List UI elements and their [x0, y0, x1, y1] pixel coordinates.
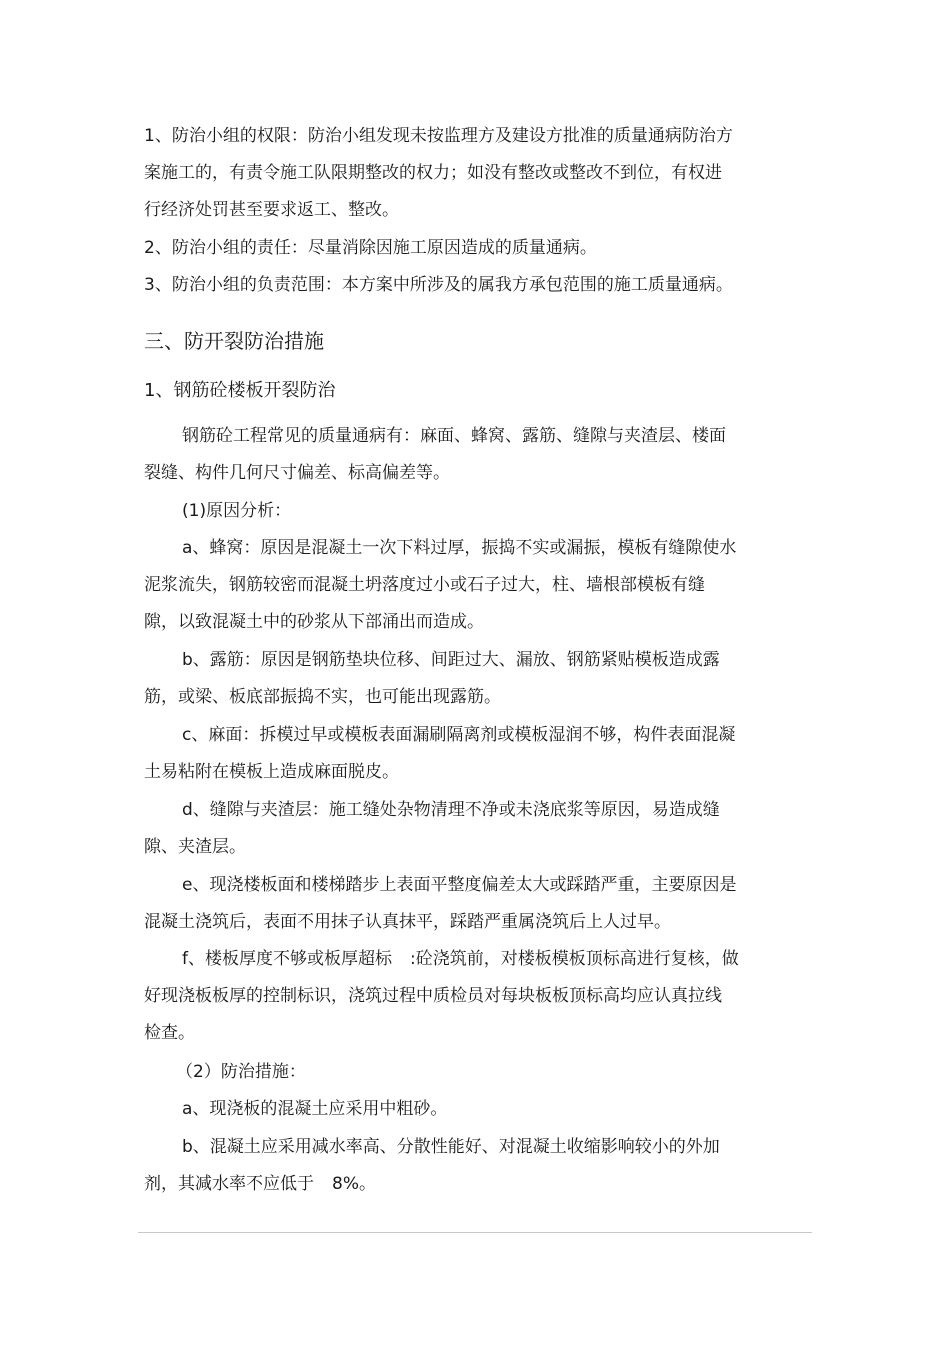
paragraph-line: b、混凝土应采用减水率高、分散性能好、对混凝土收缩影响较小的外加 — [182, 1137, 720, 1157]
paragraph-line: 1、防治小组的权限：防治小组发现未按监理方及建设方批准的质量通病防治方 — [144, 126, 733, 146]
paragraph-line: 2、防治小组的责任：尽量消除因施工原因造成的质量通病。 — [144, 238, 597, 258]
paragraph-line: 隙、夹渣层。 — [144, 837, 246, 857]
paragraph-line: d、缝隙与夹渣层：施工缝处杂物清理不净或未浇底浆等原因，易造成缝 — [182, 800, 720, 820]
paragraph-line: c、麻面：拆模过早或模板表面漏刷隔离剂或模板湿润不够，构件表面混凝 — [182, 725, 736, 745]
paragraph-line: 3、防治小组的负责范围：本方案中所涉及的属我方承包范围的施工质量通病。 — [144, 275, 733, 295]
paragraph-line: 隙，以致混凝土中的砂浆从下部涌出而造成。 — [144, 612, 484, 632]
paragraph-line: b、露筋：原因是钢筋垫块位移、间距过大、漏放、钢筋紧贴模板造成露 — [182, 650, 720, 670]
paragraph-line: 案施工的，有责令施工队限期整改的权力；如没有整改或整改不到位，有权进 — [144, 163, 722, 183]
paragraph-line: a、现浇板的混凝土应采用中粗砂。 — [182, 1099, 448, 1119]
paragraph-line — [182, 947, 739, 971]
paragraph-line: a、蜂窝：原因是混凝土一次下料过厚，振捣不实或漏振，模板有缝隙使水 — [182, 538, 737, 558]
paragraph-line — [144, 1172, 376, 1196]
measures-heading: （2）防治措施： — [176, 1062, 306, 1082]
paragraph-line: 钢筋砼工程常见的质量通病有：麻面、蜂窝、露筋、缝隙与夹渣层、楼面 — [182, 426, 726, 446]
cause-analysis-heading: (1)原因分析： — [182, 501, 292, 521]
paragraph-line: 混凝土浇筑后，表面不用抹子认真抹平，踩踏严重属浇筑后上人过早。 — [144, 912, 671, 932]
paragraph-line: e、现浇楼板面和楼梯踏步上表面平整度偏差太大或踩踏严重，主要原因是 — [182, 875, 737, 895]
footer-divider — [138, 1232, 812, 1233]
paragraph-line: 筋，或梁、板底部振捣不实，也可能出现露筋。 — [144, 687, 501, 707]
paragraph-line: 好现浇板板厚的控制标识，浇筑过程中质检员对每块板板顶标高均应认真拉线 — [144, 986, 722, 1006]
text-segment: 8%。 — [332, 1174, 376, 1194]
text-segment: 剂，其减水率不应低于 — [144, 1174, 314, 1194]
text-segment: f、楼板厚度不够或板厚超标 — [182, 949, 392, 969]
paragraph-line: 检查。 — [144, 1023, 195, 1043]
text-segment: :砼浇筑前，对楼板模板顶标高进行复核，做 — [409, 949, 739, 969]
subsection-heading: 1、钢筋砼楼板开裂防治 — [144, 380, 336, 401]
section-heading: 三、防开裂防治措施 — [144, 329, 324, 353]
paragraph-line: 行经济处罚甚至要求返工、整改。 — [144, 200, 399, 220]
paragraph-line: 泥浆流失，钢筋较密而混凝土坍落度过小或石子过大，柱、墙根部模板有缝 — [144, 575, 705, 595]
paragraph-line: 裂缝、构件几何尺寸偏差、标高偏差等。 — [144, 463, 450, 483]
paragraph-line: 土易粘附在模板上造成麻面脱皮。 — [144, 762, 399, 782]
